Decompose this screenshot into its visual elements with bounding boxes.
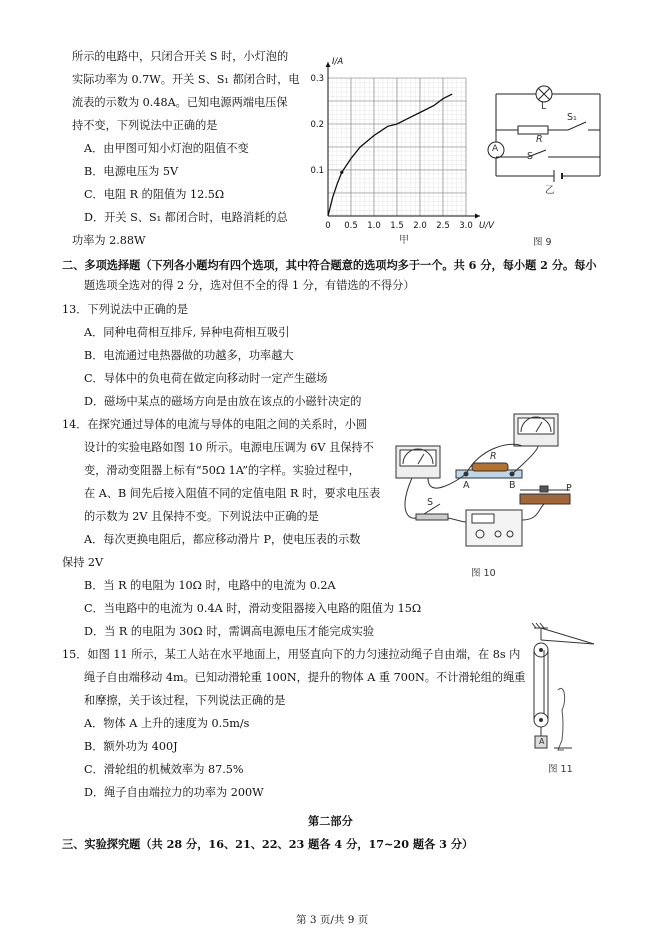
rheostat-icon — [520, 494, 570, 504]
x-tick-label: 2.0 — [413, 221, 427, 231]
y-tick-label: 0.2 — [310, 120, 324, 130]
q15-line-2: 绳子自由端移动 4m。已知动滑轮重 100N，提升的物体 A 重 700N。不计滑轮组的绳重 — [84, 671, 526, 684]
section2-line2: 题选项全选对的得 2 分，选对但不全的得 1 分，有错选的不得分） — [84, 279, 415, 292]
x-tick-label: 1.5 — [390, 221, 404, 231]
q14-option-a-cont: 保持 2V — [62, 556, 104, 569]
resistor-icon — [518, 126, 548, 134]
q14-line-4: 在 A、B 间先后接入阻值不同的定值电阻 R 时，要求电压表 — [84, 487, 381, 500]
fig11-a-label: A — [539, 737, 545, 746]
q12-line-4: 持不变，下列说法中正确的是 — [72, 119, 218, 132]
fig9-sub-a-label: 甲 — [399, 235, 409, 246]
x-tick-label: 2.5 — [436, 221, 450, 231]
q13-option-a: A．同种电荷相互排斥, 异种电荷相互吸引 — [84, 326, 290, 339]
q14-option-c: C．当电路中的电流为 0.4A 时，滑动变阻器接入电路的阻值为 15Ω — [84, 602, 422, 615]
fig10-b-label: B — [509, 480, 516, 491]
q14-option-d: D．当 R 的电阻为 30Ω 时，需调高电源电压才能完成实验 — [84, 625, 375, 638]
q12-option-b: B．电源电压为 5V — [84, 165, 179, 178]
q14-line-5: 的示数为 2V 且保持不变。下列说法中正确的是 — [84, 510, 319, 523]
y-tick-label: 0.3 — [310, 74, 324, 84]
section3-heading: 三、实验探究题（共 28 分，16、21、22、23 题各 4 分，17~20 题各 3 分） — [62, 837, 474, 851]
q13-option-c: C．导体中的负电荷在做定向移动时一定产生磁场 — [84, 372, 328, 385]
x-tick-label: 0.5 — [344, 221, 358, 231]
q12-line-3: 流表的示数为 0.48A。已知电源两端电压保 — [72, 96, 288, 109]
switch-s-label: S — [527, 151, 534, 162]
resistor-label: R — [536, 134, 543, 145]
q13-stem: 13．下列说法中正确的是 — [62, 303, 189, 316]
y-axis-arrow — [326, 62, 331, 67]
fig10-r-label: R — [490, 451, 497, 462]
x-tick-label: 0 — [325, 221, 331, 231]
q12-option-a: A．由甲图可知小灯泡的阻值不变 — [84, 142, 249, 155]
fig9-sub-b-label: 乙 — [545, 185, 555, 196]
q15-option-a: A．物体 A 上升的速度为 0.5m/s — [84, 717, 250, 730]
q15-line-1: 15．如图 11 所示，某工人站在水平地面上，用竖直向下的力匀速拉动绳子自由端，在 8s 内 — [62, 648, 521, 661]
q14-line-3: 变，滑动变阻器上标有“50Ω 1A”的字样。实验过程中， — [84, 464, 360, 477]
page-footer: 第 3 页/共 9 页 — [296, 914, 369, 926]
fig10-s-label: S — [427, 497, 434, 508]
y-axis-label: I/A — [332, 57, 344, 67]
q12-line-1: 所示的电路中，只闭合开关 S 时，小灯泡的 — [72, 50, 289, 63]
lamp-label: L — [541, 101, 547, 112]
q15-option-c: C．滑轮组的机械效率为 87.5% — [84, 763, 244, 776]
q13-option-b: B．电流通过电热器做的功越多，功率越大 — [84, 349, 294, 362]
q14-line-2: 设计的实验电路如图 10 所示。电源电压调为 6V 且保持不 — [84, 441, 374, 454]
q14-option-a: A．每次更换电阻后，都应移动滑片 P，使电压表的示数 — [84, 533, 361, 546]
fig9-caption: 图 9 — [533, 237, 552, 248]
q12-option-d-cont: 功率为 2.88W — [72, 234, 146, 247]
ammeter-label: A — [492, 144, 499, 154]
x-tick-label: 1.0 — [367, 221, 381, 231]
part2-title: 第二部分 — [308, 814, 353, 828]
fig10-apparatus — [388, 410, 578, 560]
fig10-p-label: P — [566, 483, 572, 494]
fig10-a-label: A — [463, 480, 470, 491]
data-point — [340, 171, 343, 174]
q15-option-d: D．绳子自由端拉力的功率为 200W — [84, 786, 264, 799]
q14-option-b: B．当 R 的电阻为 10Ω 时，电路中的电流为 0.2A — [84, 579, 336, 592]
switch-icon — [416, 514, 448, 520]
q13-option-d: D．磁场中某点的磁场方向是由放在该点的小磁针决定的 — [84, 395, 362, 408]
q12-option-c: C．电阻 R 的阻值为 12.5Ω — [84, 188, 225, 201]
fig9-iu-chart — [308, 54, 500, 244]
q15-option-b: B．额外功为 400J — [84, 740, 178, 753]
fig11-caption: 图 11 — [548, 764, 573, 775]
x-axis-label: U/V — [479, 221, 494, 231]
resistor-r-icon — [472, 463, 508, 471]
section2-line1: 二、多项选择题（下列各小题均有四个选项，其中符合题意的选项均多于一个。共 6 分，每小题 2 分。每小 — [62, 258, 597, 272]
switch-s1-label: S₁ — [567, 112, 577, 123]
q14-line-1: 14．在探究通过导体的电流与导体的电阻之间的关系时，小圆 — [62, 418, 368, 431]
worker-icon — [558, 688, 565, 750]
q12-option-d: D．开关 S、S₁ 都闭合时，电路消耗的总 — [84, 211, 288, 224]
fig10-caption: 图 10 — [471, 568, 496, 579]
section2-heading — [62, 258, 597, 273]
x-tick-label: 3.0 — [459, 221, 473, 231]
y-tick-label: 0.1 — [310, 166, 324, 176]
q15-line-3: 和摩擦，关于该过程，下列说法正确的是 — [84, 694, 286, 707]
q12-line-2: 实际功率为 0.7W。开关 S、S₁ 都闭合时，电 — [72, 73, 300, 86]
x-axis-arrow — [475, 214, 480, 219]
